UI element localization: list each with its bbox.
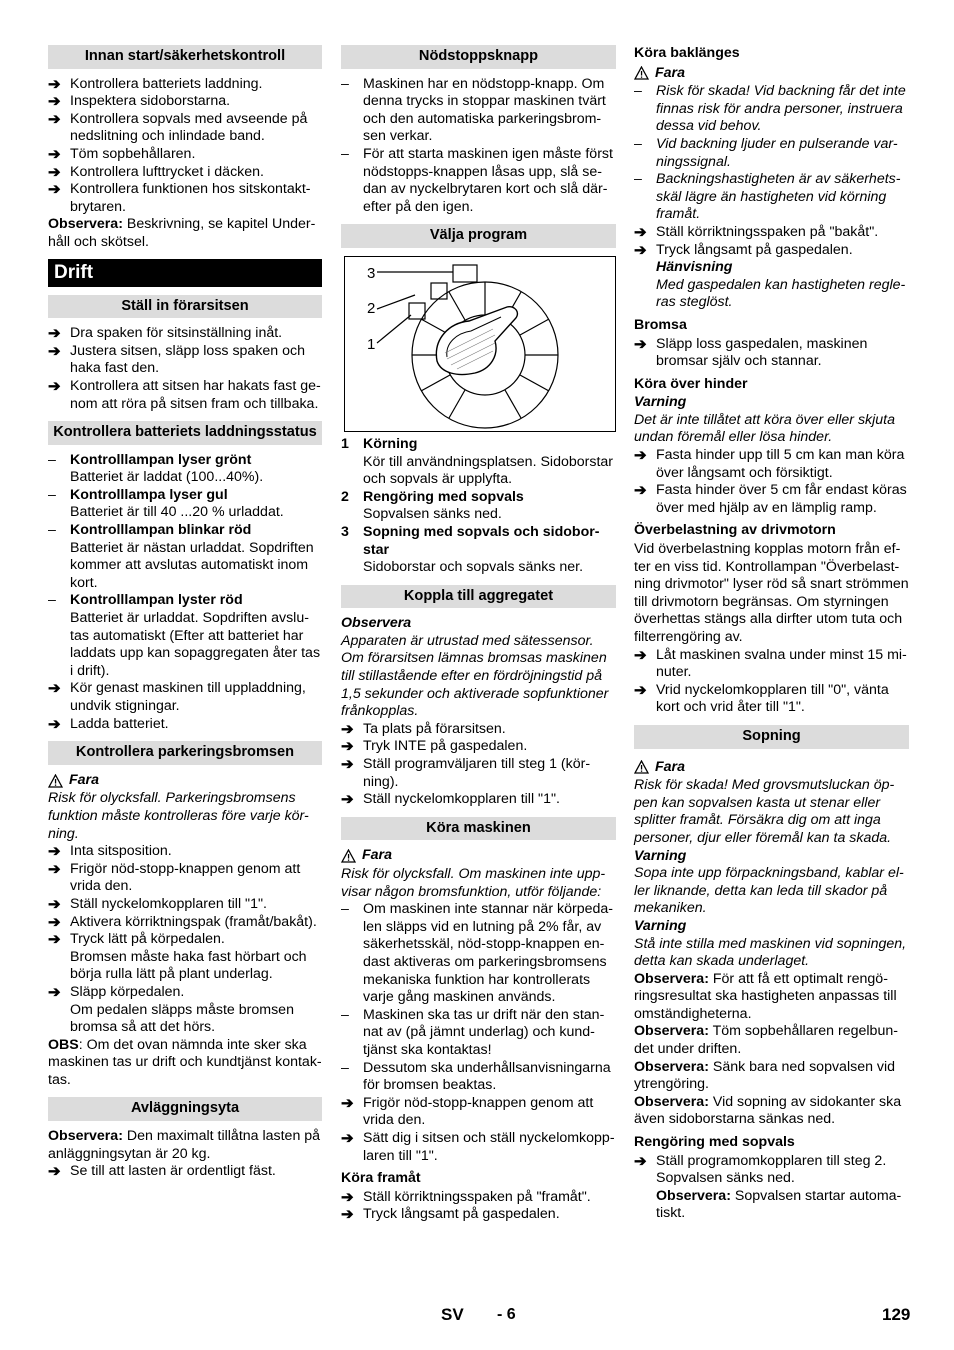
dash-item: – Risk för skada! Vid backning får det inte finnas risk för andra personer, instruera dessa vid behov. — [634, 83, 906, 135]
item-text: Kör till användningsplatsen. Sidoborstar och sopvals är upplyfta. — [363, 453, 614, 488]
arrow-icon: ➔ — [48, 110, 61, 128]
list-item: ➔ Släpp körpedalen. — [48, 983, 185, 1001]
subheading-kora-baklanges: Köra baklänges — [634, 45, 740, 61]
danger-label: Fara — [48, 772, 322, 790]
dial-label-3: 3 — [367, 264, 376, 282]
subheading-overbelastning: Överbelastning av drivmotorn — [634, 522, 836, 539]
arrow-icon: ➔ — [48, 377, 61, 395]
observe-label: Observera — [341, 615, 412, 632]
list-item: ➔ Dra spaken för sitsinställning inåt. — [48, 325, 283, 343]
list-item: ➔ Kontrollera funktionen hos sitskontakt-brytaren. — [48, 181, 311, 215]
program-item: 1 Körning — [341, 435, 418, 452]
arrow-icon: ➔ — [341, 791, 354, 809]
dash-item: – Maskinen ska tas ur drift när den stan-nat av (på jämnt underlag) och kund-tjänst ska kontaktas! — [341, 1006, 605, 1058]
warning-triangle-icon — [634, 760, 649, 774]
list-item: ➔ Inta sitsposition. — [48, 843, 172, 861]
heading-batteri: Kontrollera batteriets laddningsstatus — [48, 421, 322, 445]
danger-label: Fara — [634, 65, 909, 83]
warning-triangle-icon — [48, 774, 63, 788]
list-item: ➔ Vrid nyckelomkopplaren till "0", vänta kort och vrid åter till "1". — [634, 681, 889, 716]
dash-item: – Kontrolllampan blinkar röd — [48, 522, 252, 539]
item-text: Sopvalsen sänks ned. — [363, 506, 502, 523]
warning-label: Varning — [634, 917, 687, 934]
danger-label: Fara — [341, 847, 616, 865]
warning-text: Stå inte stilla med maskinen vid sopningen, detta kan skada underlaget. — [634, 935, 907, 970]
dash-item: – Backningshastigheten är av säkerhets-skäl lägre än hastigheten vid körning framåt. — [634, 171, 901, 223]
list-item: ➔ Tryk INTE på gaspedalen. — [341, 738, 528, 756]
dash-item: – Vid backning ljuder en pulserande var-ningssignal. — [634, 135, 898, 170]
list-item: ➔ Tryck långsamt på gaspedalen. — [634, 241, 853, 259]
heading-sopning: Sopning — [634, 725, 909, 749]
item-text: Batteriet är urladdat. Sopdriften avslu-tas automatiskt (Efter att batteriet har laddats upp kan sopaggregaten åter tas i drift). — [70, 610, 321, 679]
arrow-icon: ➔ — [341, 756, 354, 774]
program-selector-diagram — [344, 256, 616, 432]
arrow-icon: ➔ — [48, 93, 61, 111]
list-item: ➔ Ladda batteriet. — [48, 715, 169, 733]
list-item: ➔ Sätt dig i sitsen och ställ nyckelomkopp-laren till "1". — [341, 1129, 615, 1164]
subheading-rengoring: Rengöring med sopvals — [634, 1134, 795, 1151]
column-left — [48, 44, 322, 1181]
item-note: Om pedalen släpps måste bromsen bromsa så att det hörs. — [70, 1001, 294, 1036]
observe-text: Apparaten är utrustad med sätessensor. Om förarsitsen lämnas bromsas maskinen till stillastående efter en fördröjningstid på 1,5 sekunder och aktiverade sopfunktioner frånkopplas. — [341, 632, 609, 720]
subheading-hinder: Köra över hinder — [634, 375, 748, 392]
danger-label: Fara — [634, 759, 909, 777]
item-text: Sidoborstar och sopvals sänks ner. — [363, 559, 584, 576]
warning-triangle-icon — [634, 66, 649, 80]
warning-text: Det är inte tillåtet att köra över eller skjuta undan föremål eller lösa hinder. — [634, 411, 896, 446]
danger-text: Risk för olycksfall. Om maskinen inte upp-visar någon bromsfunktion, utför följande: — [341, 866, 606, 900]
dash-item: – Dessutom ska underhållsanvisningarna för bromsen beaktas. — [341, 1059, 611, 1094]
arrow-icon: ➔ — [341, 720, 354, 738]
list-item: ➔ Ställ programomkopplaren till steg 2. Sopvalsen sänks ned. — [634, 1152, 887, 1187]
list-item: ➔ Fasta hinder upp till 5 cm kan man köra över långsamt och försiktigt. — [634, 447, 905, 481]
footer-page-number: 129 — [882, 1305, 911, 1324]
column-right — [634, 44, 909, 1223]
warning-triangle-icon — [341, 849, 356, 863]
note-paragraph: Observera: För att få ett optimalt rengö-ringsresultat ska hastigheten anpassas till omständigheterna. — [634, 970, 897, 1022]
list-item: ➔ Ställ nyckelomkopplaren till "1". — [341, 791, 560, 809]
list-item: ➔ Ställ körriktningsspaken på "bakåt". — [634, 223, 879, 241]
heading-innan-start: Innan start/säkerhetskontroll — [48, 45, 322, 69]
arrow-icon: ➔ — [341, 1129, 354, 1147]
arrow-icon: ➔ — [48, 342, 61, 360]
program-item: 2 Rengöring med sopvals — [341, 488, 524, 505]
warning-label: Varning — [634, 847, 687, 864]
arrow-icon: ➔ — [341, 1094, 354, 1112]
list-item: ➔ Frigör nöd-stopp-knappen genom att vrida den. — [341, 1094, 594, 1129]
warning-label: Varning — [634, 394, 687, 411]
arrow-icon: ➔ — [48, 895, 61, 913]
list-item: ➔ Töm sopbehållaren. — [48, 145, 196, 163]
dash-item: – Kontrolllampan lyster röd — [48, 592, 243, 609]
arrow-icon: ➔ — [48, 1163, 61, 1181]
arrow-icon: ➔ — [634, 681, 647, 699]
note-paragraph: OBS: Om det ovan nämnda inte sker ska maskinen tas ur drift och kundtjänst kontak-tas. — [48, 1036, 322, 1088]
note-paragraph: Observera: Sopvalsen startar automa-tiskt. — [656, 1187, 902, 1222]
note-paragraph: Observera: Den maximalt tillåtna lasten på anläggningsytan är 20 kg. — [48, 1128, 321, 1162]
footer-page-small: - 6 — [497, 1306, 516, 1323]
arrow-icon: ➔ — [48, 325, 61, 343]
arrow-icon: ➔ — [48, 181, 61, 199]
item-text: Batteriet är nästan urladdat. Sopdriften kommer att avslutas automatiskt inom kort. — [70, 539, 314, 591]
arrow-icon: ➔ — [48, 75, 61, 93]
arrow-icon: ➔ — [48, 913, 61, 931]
list-item: ➔ Se till att lasten är ordentligt fäst. — [48, 1163, 276, 1181]
heading-kora-maskinen: Köra maskinen — [341, 817, 616, 841]
dash-item: – Kontrolllampa lyser gul — [48, 486, 228, 503]
list-item: ➔ Ställ körriktningsspaken på "framåt". — [341, 1188, 591, 1206]
subheading-bromsa: Bromsa — [634, 316, 687, 333]
dash-item: – För att starta maskinen igen måste först nödstopps-knappen låsas upp, slå se-dan av nyckelbrytaren kort och slå där-efter på den igen. — [341, 145, 613, 215]
arrow-icon: ➔ — [341, 1206, 354, 1224]
arrow-icon: ➔ — [634, 1152, 647, 1170]
dash-item: – Om maskinen inte stannar när körpeda-len släpps vid en lutning på 2% får, av säkerhetsskäl, nöd-stopp-knappen en-dast aktiveras om parkeringsbromsens mekaniska funktion har kontrollerats varje gång maskinen används. — [341, 901, 613, 1006]
arrow-icon: ➔ — [48, 843, 61, 861]
item-text: Batteriet är laddat (100...40%). — [70, 469, 264, 486]
list-item: ➔ Kör genast maskinen till uppladdning, undvik stigningar. — [48, 680, 306, 714]
section-title-drift: Drift — [48, 259, 322, 287]
warning-text: Sopa inte upp förpackningsband, kablar el-ler liknande, detta kan leda till skador på mekaniken. — [634, 865, 904, 917]
note-paragraph: Observera: Sänk bara ned sopvalsen vid ytrengöring. — [634, 1058, 896, 1093]
list-item: ➔ Inspektera sidoborstarna. — [48, 93, 231, 111]
hint-label: Hänvisning — [656, 259, 733, 276]
list-item: ➔ Justera sitsen, släpp loss spaken och haka fast den. — [48, 342, 306, 377]
list-item: ➔ Ställ nyckelomkopplaren till "1". — [48, 895, 267, 913]
list-item: ➔ Aktivera körriktningspak (framåt/bakåt). — [48, 913, 317, 931]
arrow-icon: ➔ — [48, 860, 61, 878]
heading-parkeringsbroms: Kontrollera parkeringsbromsen — [48, 741, 322, 765]
danger-text: Risk för skada! Med grovsmutsluckan öp-pen kan sopvalsen kasta ut stenar eller splitter framåt. Försäkra dig om att inga personer, djur eller föremål kan ta skada. — [634, 777, 895, 846]
heading-stall-in: Ställ in förarsitsen — [48, 295, 322, 319]
danger-text: Risk för olycksfall. Parkeringsbromsens funktion måste kontrolleras före varje kör-ning. — [48, 790, 309, 842]
arrow-icon: ➔ — [48, 163, 61, 181]
list-item: ➔ Tryck lätt på körpedalen. — [48, 931, 225, 949]
dial-label-2: 2 — [367, 299, 376, 317]
note-paragraph: Observera: Beskrivning, se kapitel Under-håll och skötsel. — [48, 216, 316, 250]
list-item: ➔ Frigör nöd-stopp-knappen genom att vrida den. — [48, 860, 301, 895]
list-item: ➔ Fasta hinder över 5 cm får endast köras över med hjälp av en lämplig ramp. — [634, 482, 907, 516]
heading-koppla: Koppla till aggregatet — [341, 585, 616, 609]
list-item: ➔ Kontrollera sopvals med avseende på nedslitning och inlindade band. — [48, 110, 308, 145]
heading-nodstopp: Nödstoppsknapp — [341, 45, 616, 69]
arrow-icon: ➔ — [341, 738, 354, 756]
footer-language: SV — [441, 1305, 464, 1324]
list-item: ➔ Kontrollera lufttrycket i däcken. — [48, 163, 264, 181]
arrow-icon: ➔ — [634, 241, 647, 259]
hint-text: Med gaspedalen kan hastigheten regle-ras steglöst. — [656, 276, 906, 311]
arrow-icon: ➔ — [634, 482, 647, 500]
arrow-icon: ➔ — [634, 447, 647, 465]
dash-item: – Kontrolllampan lyser grönt — [48, 451, 252, 468]
list-item: ➔ Låt maskinen svalna under minst 15 mi-nuter. — [634, 646, 907, 681]
heading-valja-program: Välja program — [341, 224, 616, 248]
heading-avlaggningsyta: Avläggningsyta — [48, 1097, 322, 1121]
arrow-icon: ➔ — [48, 145, 61, 163]
item-note: Bromsen måste haka fast hörbart och börja rulla lätt på plant underlag. — [70, 948, 307, 983]
subheading-kora-framat: Köra framåt — [341, 1170, 421, 1187]
arrow-icon: ➔ — [48, 931, 61, 949]
list-item: ➔ Kontrollera batteriets laddning. — [48, 75, 263, 93]
list-item: ➔ Släpp loss gaspedalen, maskinen bromsar själv och stannar. — [634, 335, 868, 370]
dial-label-1: 1 — [367, 335, 376, 353]
arrow-icon: ➔ — [48, 715, 61, 733]
note-paragraph: Observera: Vid sopning av sidokanter ska även sidoborstarna sänkas ned. — [634, 1093, 902, 1128]
list-item: ➔ Ställ programväljaren till steg 1 (kör-ning). — [341, 756, 591, 790]
note-paragraph: Observera: Töm sopbehållaren regelbun-det under driften. — [634, 1023, 898, 1058]
list-item: ➔ Ta plats på förarsitsen. — [341, 720, 506, 738]
list-item: ➔ Kontrollera att sitsen har hakats fast ge-nom att röra på sitsen fram och tillbaka. — [48, 377, 321, 412]
arrow-icon: ➔ — [634, 335, 647, 353]
item-text: Batteriet är till 40 ...20 % urladdat. — [70, 504, 284, 521]
program-item: 3 Sopning med sopvals och sidobor-star — [341, 523, 600, 558]
column-middle — [341, 44, 616, 1224]
paragraph: Vid överbelastning kopplas motorn från ef-ter en viss tid. Kontrollampan "Överbelast-ning drivmotor" lyser röd så snart strömmen till drivmotorn begränsas. Om styrningen överhettas stängs alla dirfter utom tuta och filterrengöring av. — [634, 541, 909, 645]
program-dial-illustration — [345, 257, 615, 431]
arrow-icon: ➔ — [48, 983, 61, 1001]
arrow-icon: ➔ — [341, 1188, 354, 1206]
dash-item: – Maskinen har en nödstopp-knapp. Om denna trycks in stoppar maskinen tvärt och den automatiska parkeringsbrom-sen verkar. — [341, 75, 606, 145]
arrow-icon: ➔ — [48, 680, 61, 698]
list-item: ➔ Tryck långsamt på gaspedalen. — [341, 1206, 560, 1224]
arrow-icon: ➔ — [634, 646, 647, 664]
arrow-icon: ➔ — [634, 223, 647, 241]
